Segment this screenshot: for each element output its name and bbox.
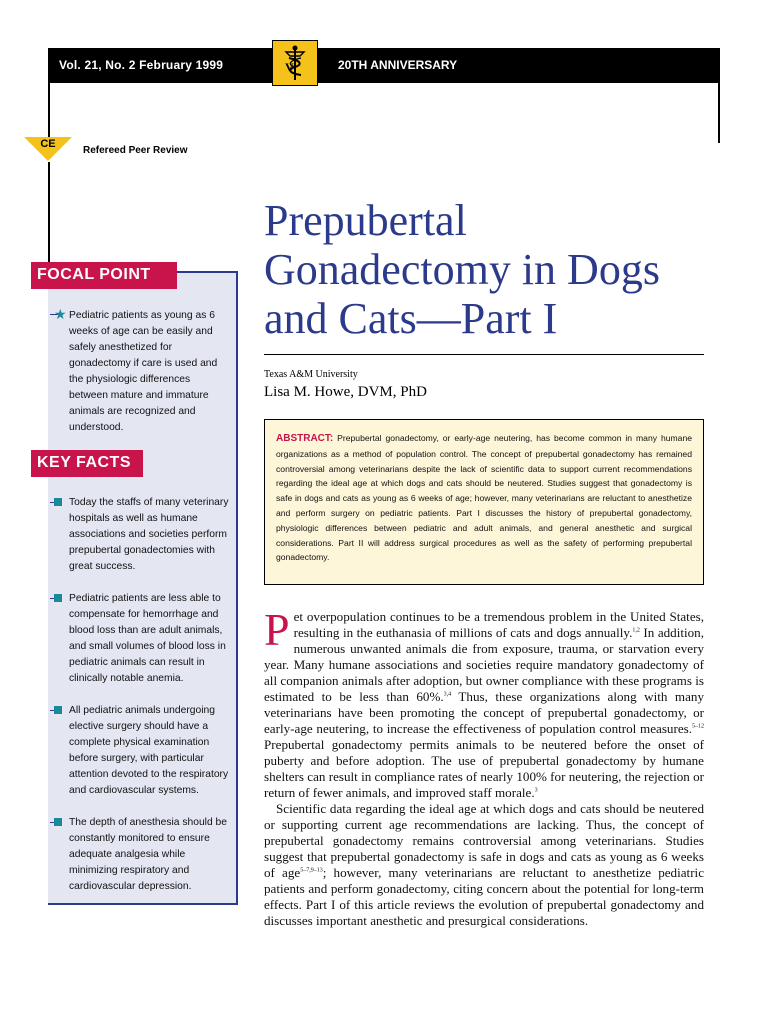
body-text: Prepubertal gonadectomy permits animals to be neutered before the onset of puberty and before adoption. The use of prepubertal gonadectomy by humane shelters can result in compliance rates of nearly 100% for neutering, the rejection or return of fewer animals, and improved staff morale. — [264, 737, 704, 800]
square-bullet-icon — [54, 818, 62, 826]
author-name: Lisa M. Howe, DVM, PhD — [264, 384, 427, 400]
square-bullet-icon — [54, 498, 62, 506]
square-bullet-icon — [54, 594, 62, 602]
article-body — [264, 604, 705, 929]
star-icon: ★ — [54, 306, 67, 322]
square-bullet-icon — [54, 706, 62, 714]
frame-line — [718, 83, 720, 143]
frame-line — [48, 83, 50, 137]
header-bar — [48, 48, 720, 83]
section-label: Refereed Peer Review — [83, 145, 188, 156]
reference-marker: 1,2 — [632, 627, 640, 634]
article-title: Prepubertal Gonadectomy in Dogs and Cats—Part I — [264, 196, 660, 343]
body-text: et overpopulation continues to be a tremendous problem in the United States, resulting in the euthanasia of millions of cats and dogs annually. — [293, 609, 704, 640]
abstract-text: Prepubertal gonadectomy, or early-age neutering, has become common in many humane organizations as a method of population control. The concept of prepubertal gonadectomy has remained controversial among veterinarians despite the lack of scientific data to support current recommendations regarding the ideal age at which dogs and cats should be neutered. Studies suggest that gonadectomy is safe in dogs and cats as young as 6 weeks of age; however, many veterinarians are reluctant to anesthetize and perform surgery on pediatric patients. Part I discusses the history of prepubertal gonadectomy, physiologic differences between pediatric and adult animals, and general anesthetic and surgical considerations. Part II will address surgical procedures as well as the safety of performing prepubertal gonadectomy. — [276, 433, 693, 563]
key-fact-item: All pediatric animals undergoing elective surgery should have a complete physical examination before surgery, with particular attention devoted to the respiratory and cardiovascular systems. — [69, 705, 229, 796]
key-fact-item: The depth of anesthesia should be constantly monitored to ensure adequate analgesia while minimizing respiratory and cardiovascular depression. — [69, 817, 228, 892]
abstract-label: ABSTRACT: — [276, 433, 334, 444]
body-text: In addition, numerous unwanted animals die from exposure, trauma, or starvation every year. Many humane associations and societies require mandatory gonadectomy of all companion animals after adoption, but owner compliance with these programs is estimated to be less than 60%. — [264, 625, 705, 704]
body-text: ; however, many veterinarians are reluctant to anesthetize pediatric patients and perform gonadectomy, citing concern about the potential for long-term effects. Part I of this article reviews the evolution of prepubertal gonadectomy and discusses important anesthetic and presurgical considerations. — [264, 865, 705, 928]
svg-text:V: V — [285, 60, 294, 74]
body-text: Scientific data regarding the ideal age at which dogs and cats should be neutered or supporting current age recommendations are lacking. Thus, the concept of prepubertal gonadectomy remains controversial among veterinarians. Studies suggest that prepubertal gonadectomy is safe in dogs and cats as young as 6 weeks of age — [264, 801, 704, 880]
caduceus-icon — [272, 40, 318, 86]
focal-point-text: Pediatric patients as young as 6 weeks of age can be easily and safely anesthetized for gonadectomy if care is used and the physiologic differences between mature and immature animals are recognized and understood. — [69, 310, 218, 433]
abstract-box — [264, 419, 704, 585]
body-paragraph — [264, 801, 704, 929]
reference-marker: 3,4 — [443, 691, 452, 698]
frame-line — [48, 162, 50, 262]
key-fact-item: Today the staffs of many veterinary hospitals as well as humane associations and societies perform prepubertal gonadectomies with great success. — [69, 497, 229, 572]
body-text: Thus, these organizations along with many veterinarians have been promoting the concept of prepubertal gonadectomy, or early-age neutering, to increase the effectiveness of population control measures. — [264, 689, 705, 736]
anniversary-label: 20TH ANNIVERSARY — [338, 58, 458, 72]
body-paragraph — [264, 604, 705, 801]
reference-marker: 5–7,9–13 — [300, 867, 323, 874]
focal-point-heading: FOCAL POINT — [31, 262, 177, 289]
issue-info: Vol. 21, No. 2 February 1999 — [59, 58, 224, 72]
reference-marker: 3 — [534, 787, 538, 794]
title-divider — [264, 354, 704, 355]
reference-marker: 5–12 — [692, 723, 704, 730]
key-facts-heading: KEY FACTS — [31, 450, 143, 477]
key-fact-item: Pediatric patients are less able to compensate for hemorrhage and blood loss than are adult animals, and small volumes of blood loss in pediatric animals can result in clinically notable anemia. — [69, 593, 226, 684]
drop-cap: P — [264, 604, 290, 655]
ce-badge-label: CE — [40, 138, 56, 150]
author-affiliation: Texas A&M University — [264, 369, 358, 380]
